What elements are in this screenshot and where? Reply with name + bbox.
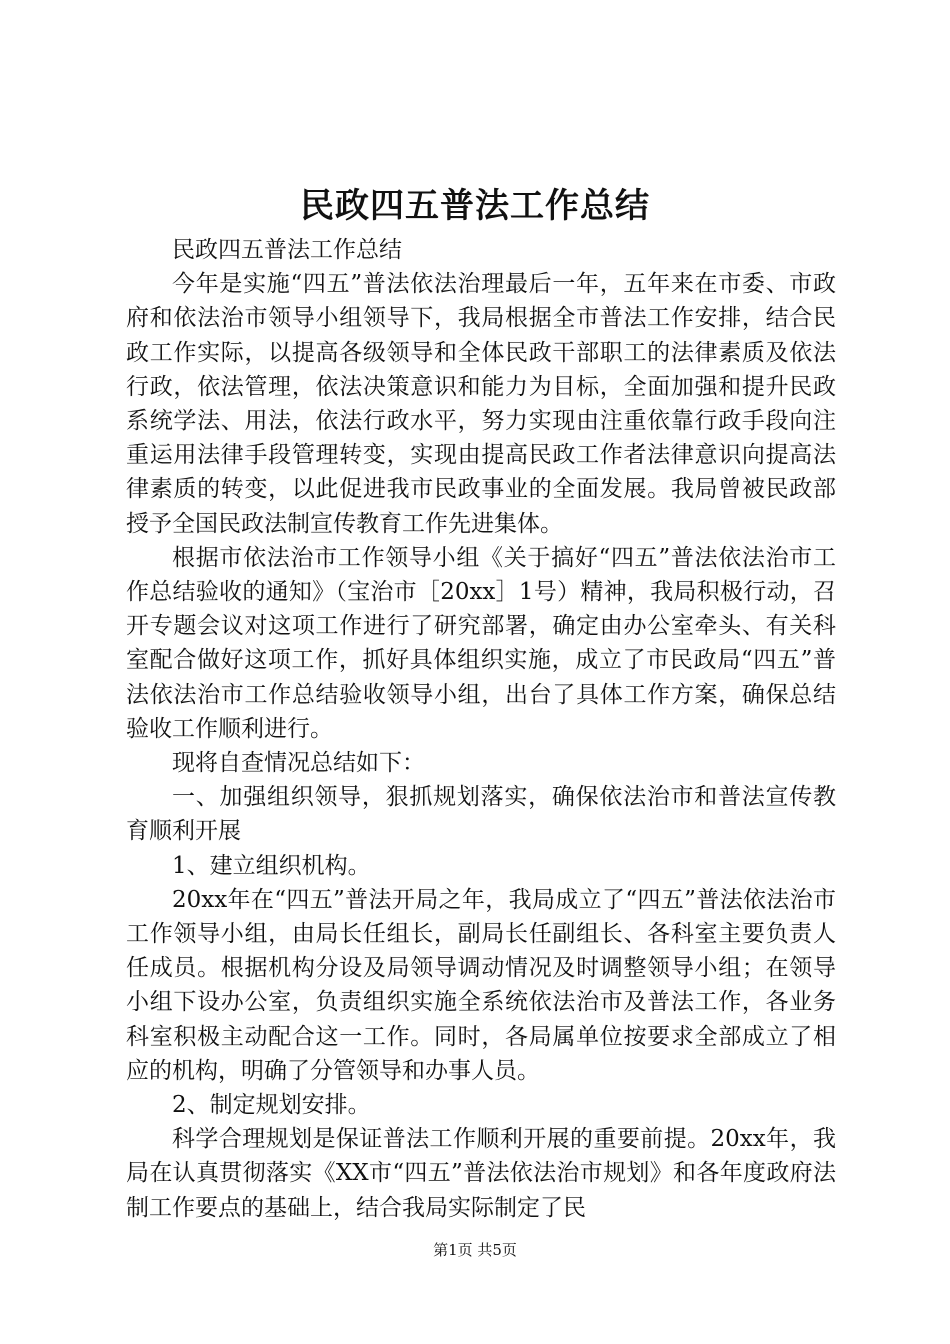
- page-title: 民政四五普法工作总结: [300, 186, 650, 226]
- paragraph-intro: 今年是实施“四五”普法依法治理最后一年，五年来在市委、市政府和依法治市领导小组领导下，我局根据全市普法工作安排，结合民政工作实际，以提高各级领导和全体民政干部职工的法律素质及依法行政，依法管理，依法决策意识和能力为目标，全面加强和提升民政系统学法、用法，依法行政水平，努力实现由注重依靠行政手段向注重运用法律手段管理转变，实现由提高民政工作者法律意识向提高法律素质的转变，以此促进我市民政事业的全面发展。我局曾被民政部授予全国民政法制宣传教育工作先进集体。: [126, 271, 836, 537]
- subsection-heading-1: 1、建立组织机构。: [172, 852, 371, 879]
- paragraph-organization: 20xx年在“四五”普法开局之年，我局成立了“四五”普法依法治市工作领导小组，由局长任组长，副局长任副组长、各科室主要负责人任成员。根据机构分设及局领导调动情况及时调整领导小组；在领导小组下设办公室，负责组织实施全系统依法治市及普法工作，各业务科室积极主动配合这一工作。同时，各局属单位按要求全部成立了相应的机构，明确了分管领导和办事人员。: [126, 886, 836, 1084]
- page-number-footer: 第1页 共5页: [433, 1241, 517, 1259]
- paragraph-notice: 根据市依法治市工作领导小组《关于搞好“四五”普法依法治市工作总结验收的通知》（宝治市［20xx］1号）精神，我局积极行动，召开专题会议对这项工作进行了研究部署，确定由办公室牵头、有关科室配合做好这项工作，抓好具体组织实施，成立了市民政局“四五”普法依法治市工作总结验收领导小组，出台了具体工作方案，确保总结验收工作顺利进行。: [126, 544, 836, 742]
- subsection-heading-2: 2、制定规划安排。: [172, 1092, 371, 1119]
- document-body: [126, 233, 836, 1225]
- paragraph-heading: 民政四五普法工作总结: [172, 237, 402, 263]
- paragraph-summary-lead: 现将自查情况总结如下：: [172, 750, 425, 777]
- section-heading-1: 一、加强组织领导，狠抓规划落实，确保依法治市和普法宣传教育顺利开展: [126, 784, 836, 845]
- paragraph-planning: 科学合理规划是保证普法工作顺利开展的重要前提。20xx年，我局在认真贯彻落实《XX市“四五”普法依法治市规划》和各年度政府法制工作要点的基础上，结合我局实际制定了民: [126, 1126, 836, 1221]
